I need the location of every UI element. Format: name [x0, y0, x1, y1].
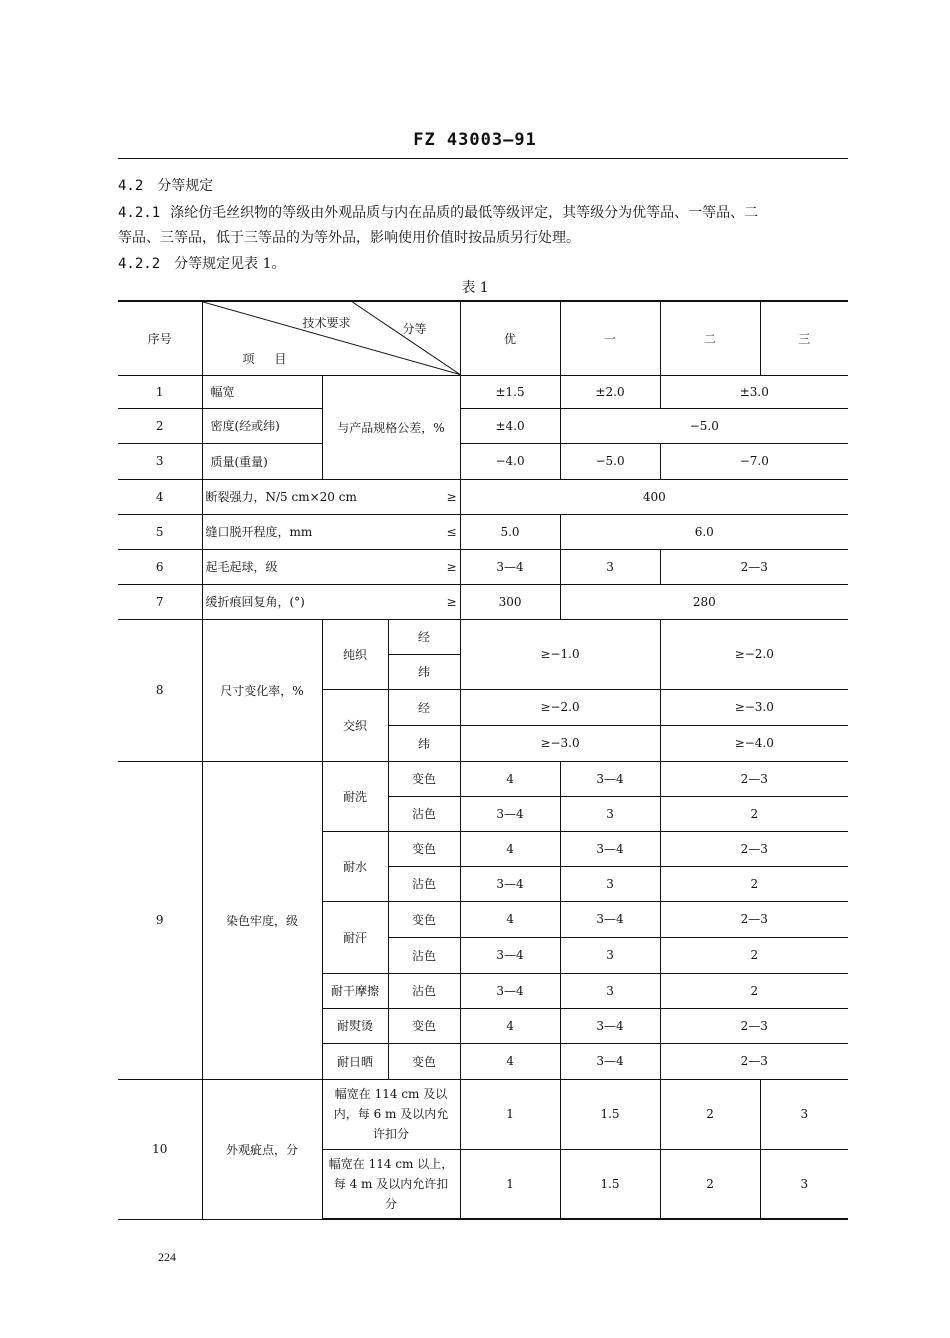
header-rule — [118, 158, 848, 159]
color-change: 变色 — [388, 831, 460, 866]
color-stain: 沾色 — [388, 973, 460, 1008]
value-cell: 300 — [460, 584, 560, 619]
table-row — [118, 443, 848, 479]
grade-premium: 优 — [460, 301, 560, 375]
table-row — [118, 1079, 848, 1149]
value-cell: 3—4 — [560, 761, 660, 796]
table-header-row — [118, 301, 848, 375]
item-name: 染色牢度，级 — [202, 761, 322, 1079]
value-cell: 3 — [560, 973, 660, 1008]
value-cell: 3 — [760, 1149, 848, 1219]
value-cell: −4.0 — [460, 443, 560, 479]
fastness-sunlight: 耐日晒 — [322, 1043, 388, 1079]
value-cell: 3—4 — [560, 1008, 660, 1043]
item-name: 断裂强力，N/5 cm×20 cm — [205, 490, 357, 504]
section-4-2 — [118, 174, 213, 198]
table-row — [118, 408, 848, 443]
value-cell: ±4.0 — [460, 408, 560, 443]
value-cell: 2 — [660, 796, 848, 831]
item-name-with-symbol — [202, 514, 460, 549]
section-number: 4.2.1 — [118, 205, 161, 221]
weave-pure: 纯织 — [322, 619, 388, 689]
value-cell: 2—3 — [660, 1043, 848, 1079]
defect-condition-wide: 幅宽在 114 cm 以上，每 4 m 及以内允许扣分 — [322, 1149, 460, 1219]
comparison-symbol: ≤ — [446, 524, 457, 539]
item-label: 项 目 — [242, 351, 295, 366]
value-cell: ≥−3.0 — [460, 725, 660, 761]
row-number: 10 — [118, 1079, 202, 1219]
direction-weft: 纬 — [388, 725, 460, 761]
section-4-2-1 — [118, 201, 758, 225]
item-name: 起毛起球，级 — [205, 560, 278, 574]
row-number: 9 — [118, 761, 202, 1079]
standard-code: FZ 43003—91 — [413, 130, 537, 150]
table-caption: 表 1 — [461, 280, 489, 296]
value-cell: 2 — [660, 866, 848, 901]
section-4-2-2 — [118, 252, 286, 276]
value-cell: 4 — [460, 761, 560, 796]
value-cell: 4 — [460, 1008, 560, 1043]
item-name: 尺寸变化率，% — [202, 619, 322, 761]
item-name-with-symbol — [202, 479, 460, 514]
value-cell: 1 — [460, 1079, 560, 1149]
value-cell: 3 — [560, 796, 660, 831]
value-cell: −7.0 — [660, 443, 848, 479]
value-cell: 3—4 — [460, 549, 560, 584]
comparison-symbol: ≥ — [446, 489, 457, 504]
item-name-with-symbol — [202, 584, 460, 619]
value-cell: ≥−4.0 — [660, 725, 848, 761]
direction-warp: 经 — [388, 689, 460, 725]
table-row — [118, 479, 848, 514]
grade-first: 一 — [560, 301, 660, 375]
value-cell: −5.0 — [560, 443, 660, 479]
row-number: 3 — [118, 443, 202, 479]
row-number: 7 — [118, 584, 202, 619]
color-stain: 沾色 — [388, 866, 460, 901]
section-text: 分等规定 — [157, 178, 214, 194]
color-stain: 沾色 — [388, 796, 460, 831]
value-cell: 2 — [660, 1079, 760, 1149]
value-cell: 3—4 — [460, 973, 560, 1008]
fastness-sweat: 耐汗 — [322, 901, 388, 973]
item-name: 密度(经或纬) — [202, 408, 322, 443]
grading-table — [118, 300, 848, 1220]
value-cell: 2 — [660, 973, 848, 1008]
color-change: 变色 — [388, 901, 460, 937]
value-cell: 3—4 — [460, 796, 560, 831]
value-cell: ±1.5 — [460, 375, 560, 408]
fastness-iron: 耐熨烫 — [322, 1008, 388, 1043]
value-cell: 3 — [760, 1079, 848, 1149]
value-cell: 4 — [460, 1043, 560, 1079]
diagonal-header — [202, 301, 460, 375]
value-cell: 3—4 — [460, 866, 560, 901]
section-4-2-1-cont — [118, 226, 580, 250]
value-cell: 400 — [460, 479, 848, 514]
section-number: 4.2.2 — [118, 256, 161, 272]
value-cell: 3 — [560, 549, 660, 584]
item-name: 外观疵点，分 — [202, 1079, 322, 1219]
table-row — [118, 549, 848, 584]
table-row — [118, 584, 848, 619]
grade-second: 二 — [660, 301, 760, 375]
value-cell: 1.5 — [560, 1079, 660, 1149]
row-number: 8 — [118, 619, 202, 761]
value-cell: 2 — [660, 1149, 760, 1219]
defect-condition-narrow: 幅宽在 114 cm 及以内，每 6 m 及以内允许扣分 — [322, 1079, 460, 1149]
tolerance-label: 与产品规格公差，% — [322, 375, 460, 479]
value-cell: ≥−3.0 — [660, 689, 848, 725]
value-cell: ≥−1.0 — [460, 619, 660, 689]
value-cell: 4 — [460, 831, 560, 866]
grade-label: 分等 — [402, 322, 427, 336]
row-number: 6 — [118, 549, 202, 584]
color-change: 变色 — [388, 1008, 460, 1043]
value-cell: 3—4 — [460, 937, 560, 973]
value-cell: 3—4 — [560, 831, 660, 866]
value-cell: 3 — [560, 866, 660, 901]
value-cell: 2—3 — [660, 1008, 848, 1043]
color-stain: 沾色 — [388, 937, 460, 973]
value-cell: 3—4 — [560, 901, 660, 937]
value-cell: 6.0 — [560, 514, 848, 549]
table-row — [118, 375, 848, 408]
value-cell: −5.0 — [560, 408, 848, 443]
tech-req-label: 技术要求 — [302, 316, 351, 330]
value-cell: 2—3 — [660, 831, 848, 866]
row-number: 1 — [118, 375, 202, 408]
value-cell: 5.0 — [460, 514, 560, 549]
section-text: 分等规定见表 1。 — [174, 256, 286, 272]
value-cell: 3 — [560, 937, 660, 973]
section-text: 等品、三等品，低于三等品的为等外品，影响使用价值时按品质另行处理。 — [118, 230, 580, 246]
row-number: 5 — [118, 514, 202, 549]
item-name: 缝口脱开程度，mm — [205, 525, 313, 539]
value-cell: ≥−2.0 — [460, 689, 660, 725]
value-cell: 2—3 — [660, 761, 848, 796]
section-number: 4.2 — [118, 178, 144, 194]
direction-warp: 经 — [388, 619, 460, 654]
table-row — [118, 514, 848, 549]
comparison-symbol: ≥ — [446, 559, 457, 574]
page-number: 224 — [158, 1250, 176, 1264]
value-cell: 3—4 — [560, 1043, 660, 1079]
direction-weft: 纬 — [388, 654, 460, 689]
value-cell: ±2.0 — [560, 375, 660, 408]
diagonal-lines — [203, 302, 460, 375]
value-cell: 1 — [460, 1149, 560, 1219]
value-cell: 280 — [560, 584, 848, 619]
seq-header: 序号 — [118, 301, 202, 375]
value-cell: ≥−2.0 — [660, 619, 848, 689]
color-change: 变色 — [388, 1043, 460, 1079]
row-number: 4 — [118, 479, 202, 514]
item-name: 缓折痕回复角，(°) — [205, 595, 305, 609]
value-cell: ±3.0 — [660, 375, 848, 408]
section-text: 涤纶仿毛丝织物的等级由外观品质与内在品质的最低等级评定，其等级分为优等品、一等品、二 — [170, 205, 759, 221]
fastness-dry-rub: 耐干摩擦 — [322, 973, 388, 1008]
value-cell: 2—3 — [660, 901, 848, 937]
row-number: 2 — [118, 408, 202, 443]
table-row — [118, 761, 848, 796]
grade-third: 三 — [760, 301, 848, 375]
weave-mixed: 交织 — [322, 689, 388, 761]
value-cell: 2—3 — [660, 549, 848, 584]
table-row — [118, 619, 848, 654]
fastness-water: 耐水 — [322, 831, 388, 901]
item-name: 幅宽 — [202, 375, 322, 408]
value-cell: 4 — [460, 901, 560, 937]
item-name-with-symbol — [202, 549, 460, 584]
value-cell: 2 — [660, 937, 848, 973]
color-change: 变色 — [388, 761, 460, 796]
item-name: 质量(重量) — [202, 443, 322, 479]
value-cell: 1.5 — [560, 1149, 660, 1219]
comparison-symbol: ≥ — [446, 594, 457, 609]
fastness-wash: 耐洗 — [322, 761, 388, 831]
